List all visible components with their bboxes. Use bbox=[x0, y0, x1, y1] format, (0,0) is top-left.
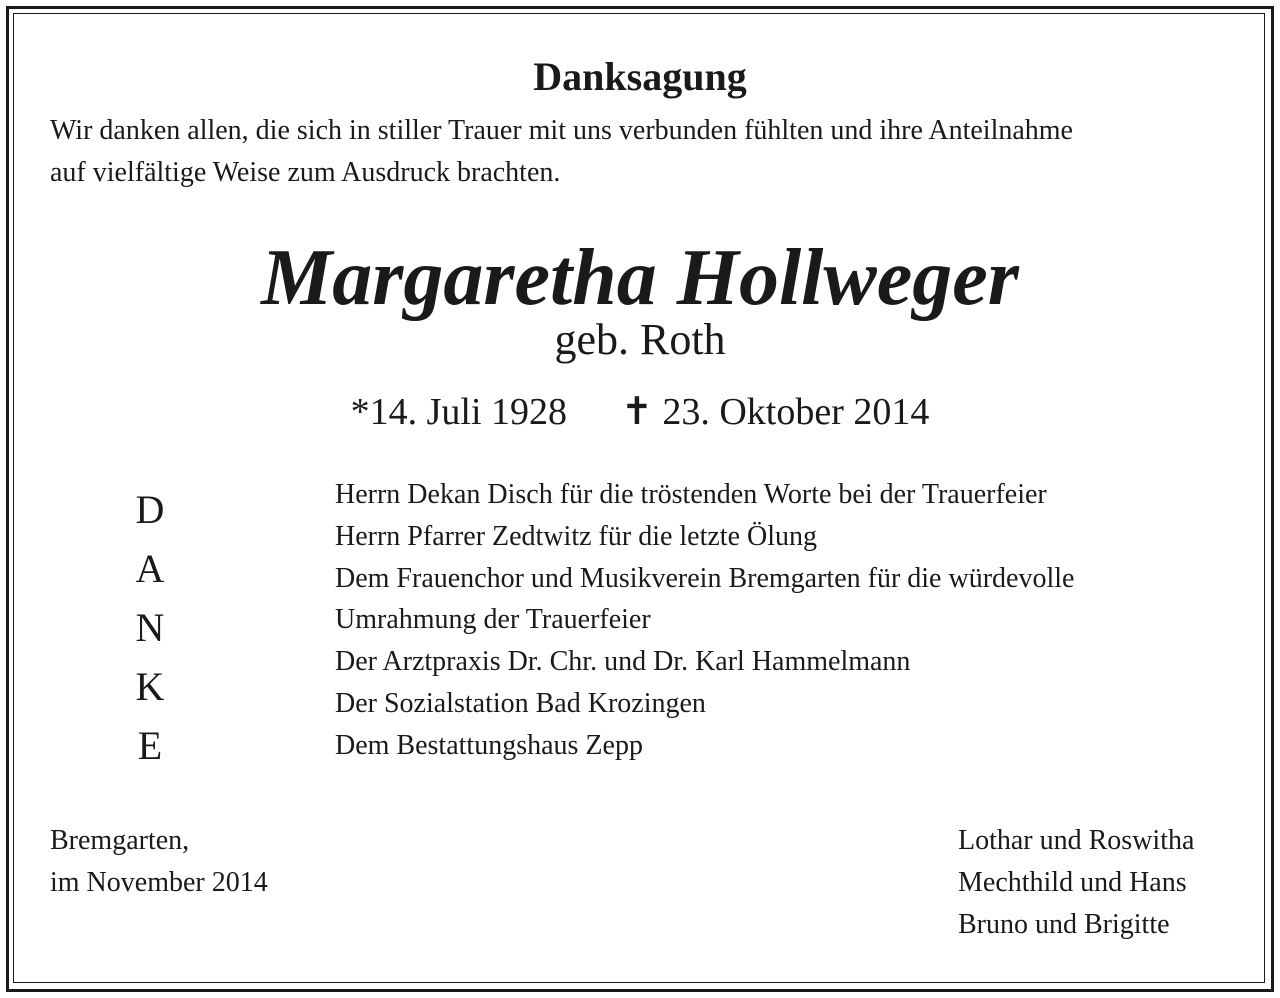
thanks-line: Umrahmung der Trauerfeier bbox=[335, 604, 651, 636]
signer-line: Lothar und Roswitha bbox=[958, 825, 1195, 856]
date-line: im November 2014 bbox=[50, 867, 268, 898]
danke-letter: A bbox=[135, 546, 165, 591]
life-dates bbox=[0, 388, 1280, 436]
maiden-name: geb. Roth bbox=[554, 315, 726, 364]
intro-text bbox=[50, 110, 1250, 194]
signer-line: Bruno und Brigitte bbox=[958, 909, 1170, 940]
place-date bbox=[50, 820, 268, 904]
thanks-line: Dem Frauenchor und Musikverein Bremgarten für die würdevolle bbox=[335, 562, 1075, 594]
deceased-name: Margaretha Hollweger bbox=[261, 234, 1019, 322]
thanks-line: Der Arztpraxis Dr. Chr. und Dr. Karl Hammelmann bbox=[335, 646, 911, 678]
thanks-line: Dem Bestattungshaus Zepp bbox=[335, 729, 643, 761]
thanks-list bbox=[335, 474, 1235, 767]
thanks-line: Herrn Pfarrer Zedtwitz für die letzte Ölung bbox=[335, 520, 818, 552]
danke-vertical bbox=[120, 480, 180, 775]
heading: Danksagung bbox=[533, 54, 747, 99]
death-date: ✝ 23. Oktober 2014 bbox=[621, 391, 930, 433]
intro-line: auf vielfältige Weise zum Ausdruck brachten. bbox=[50, 157, 561, 188]
intro-line: Wir danken allen, die sich in stiller Trauer mit uns verbunden fühlten und ihre Anteilnahme bbox=[50, 115, 1073, 146]
birth-date: *14. Juli 1928 bbox=[350, 391, 568, 433]
thanks-line: Herrn Dekan Disch für die tröstenden Worte bei der Trauerfeier bbox=[335, 479, 1047, 510]
danke-letter: E bbox=[137, 723, 163, 768]
danke-letter: K bbox=[135, 664, 165, 709]
place-line: Bremgarten, bbox=[50, 825, 190, 856]
danke-letter: N bbox=[135, 605, 165, 650]
danke-letter: D bbox=[135, 487, 165, 532]
signer-line: Mechthild und Hans bbox=[958, 867, 1187, 898]
thanks-line: Der Sozialstation Bad Krozingen bbox=[335, 687, 706, 719]
signers bbox=[958, 820, 1194, 946]
